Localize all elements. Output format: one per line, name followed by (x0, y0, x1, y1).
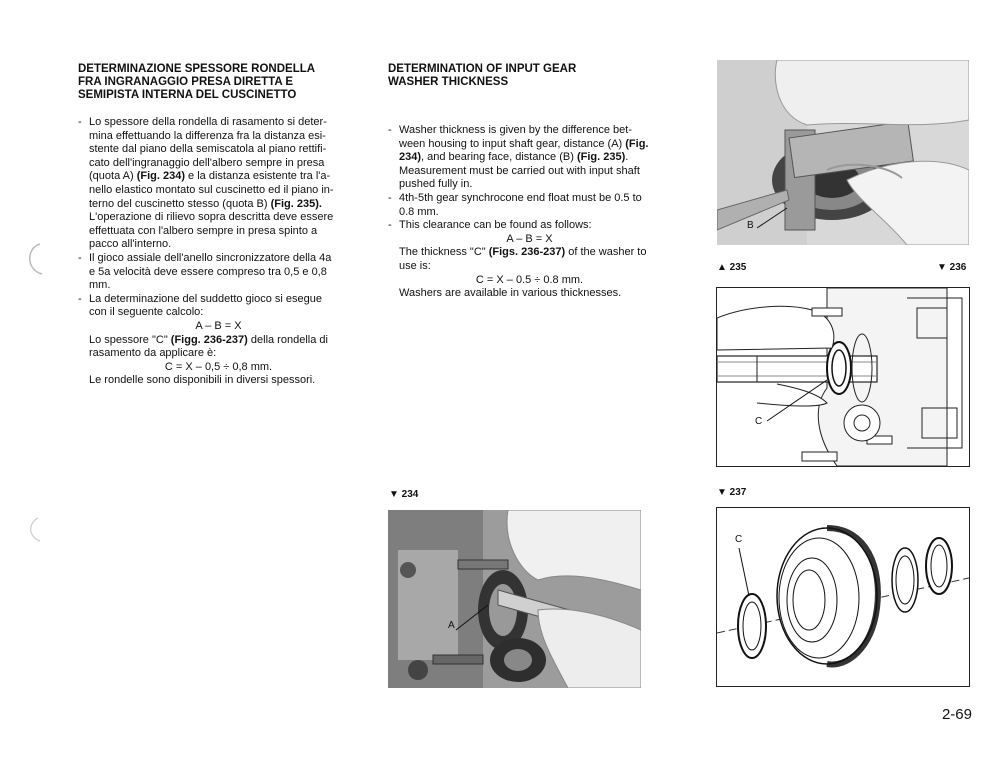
figure-237-caption: ▼ 237 (717, 487, 747, 498)
figure-234-photo (388, 510, 641, 688)
figure-234-caption: ▼ 234 (389, 489, 419, 500)
figure-236-caption: ▼ 236 (937, 262, 967, 273)
text-line (89, 198, 348, 212)
english-heading (388, 63, 660, 89)
text-line: Measurement must be carried out with input shaft (399, 164, 640, 177)
text-line: nello elastico montato sul cuscinetto ed il piano in- (89, 183, 334, 196)
text-line: - Washer thickness is given by the difference bet- (399, 124, 632, 136)
text-span: . (625, 151, 629, 164)
text-span: , and bearing face, distance (B) (421, 151, 577, 164)
english-column (388, 63, 660, 301)
english-heading-line: WASHER THICKNESS (388, 76, 509, 88)
text-line: pacco all'interno. (89, 238, 172, 251)
text-line (399, 246, 660, 260)
italian-heading-line: FRA INGRANAGGIO PRESA DIRETTA E (78, 76, 294, 88)
fig-ref-235: (Fig. 235) (576, 151, 626, 164)
text-line (399, 151, 660, 165)
text-line: rasamento da applicare è: (89, 347, 217, 360)
text-span: ween housing to input shaft gear, distance (A) (399, 137, 626, 150)
page-number: 2-69 (941, 706, 972, 723)
english-item-2 (388, 192, 660, 219)
label-c: C (735, 534, 743, 545)
label-b: B (747, 220, 754, 231)
italian-item-3 (78, 293, 348, 388)
label-a: A (448, 620, 455, 631)
formula-a-b-x: A – B = X (195, 319, 242, 332)
english-item-3 (388, 219, 660, 301)
gearbox-shaft-drawing (717, 288, 969, 466)
text-line: - 4th-5th gear synchrocone end float must be 0.5 to (399, 191, 642, 204)
text-line: mm. (89, 279, 111, 292)
text-line: - La determinazione del suddetto gioco si esegue (89, 292, 322, 305)
text-line: con il seguente calcolo: (89, 306, 204, 319)
text-line: - This clearance can be found as follows: (399, 219, 592, 232)
text-line: cato dell'ingranaggio dell'albero sempre in presa (89, 156, 325, 169)
text-line: stente dal piano della semiscatola al piano rettifi- (89, 143, 327, 156)
figure-235-photo (717, 60, 969, 245)
punch-hole-mark (18, 240, 48, 280)
english-list (388, 124, 660, 301)
italian-item-2 (78, 252, 348, 293)
fig-ref-234: (Fig. 234) (136, 170, 185, 183)
text-span: Lo spessore "C" (89, 333, 171, 346)
text-span: e la distanza esistente tra l'a- (185, 170, 331, 183)
text-line: Le rondelle sono disponibili in diversi spessori. (89, 374, 316, 387)
fig-ref-234-cont: 234) (399, 151, 422, 164)
text-line: - Il gioco assiale dell'anello sincronizzatore della 4a (89, 251, 332, 264)
fig-ref-235: (Fig. 235). (270, 197, 322, 210)
text-line: L'operazione di rilievo sopra descritta deve essere (89, 211, 334, 224)
italian-heading-line: DETERMINAZIONE SPESSORE RONDELLA (78, 63, 316, 75)
housing-measurement-photo (388, 510, 641, 688)
fig-ref-234: (Fig. (625, 137, 649, 150)
text-span: della rondella di (247, 333, 328, 346)
fig-ref-236-237: (Figs. 236-237) (488, 246, 566, 259)
text-span: The thickness "C" (399, 246, 489, 259)
formula-a-b-x: A – B = X (506, 232, 553, 245)
text-line: use is: (399, 259, 431, 272)
text-span: terno del cuscinetto stesso (quota B) (89, 197, 271, 210)
text-span: of the washer to (565, 246, 647, 259)
text-line: effettuata con l'albero sempre in presa spinto a (89, 224, 318, 237)
formula-c: C = X – 0.5 ÷ 0.8 mm. (475, 273, 584, 286)
italian-list (78, 116, 348, 388)
label-c: C (755, 416, 763, 427)
figure-237-drawing (716, 507, 970, 687)
formula-c: C = X – 0,5 ÷ 0,8 mm. (164, 360, 273, 373)
italian-heading (78, 63, 348, 102)
exploded-bearing-drawing (717, 508, 969, 686)
text-line: mina effettuando la differenza fra la distanza esi- (89, 129, 326, 142)
italian-heading-line: SEMIPISTA INTERNA DEL CUSCINETTO (78, 89, 297, 101)
text-line (89, 334, 348, 348)
text-line: 0.8 mm. (399, 205, 439, 218)
italian-item-1 (78, 116, 348, 252)
figure-235-caption: ▲ 235 (717, 262, 747, 273)
punch-hole-mark (20, 515, 46, 545)
caliper-measurement-photo (717, 60, 969, 245)
fig-ref-236-237: (Figg. 236-237) (170, 333, 248, 346)
english-heading-line: DETERMINATION OF INPUT GEAR (388, 63, 577, 75)
text-line: - Lo spessore della rondella di rasamento si deter- (89, 116, 327, 128)
text-line: Washers are available in various thicknesses. (399, 287, 622, 300)
text-span: (quota A) (89, 170, 137, 183)
text-line (89, 170, 348, 184)
text-line (399, 138, 660, 152)
italian-column (78, 63, 348, 388)
figure-236-drawing (716, 287, 970, 467)
text-line: e 5a velocità deve essere compreso tra 0,5 e 0,8 (89, 265, 327, 278)
english-item-1 (388, 124, 660, 192)
text-line: pushed fully in. (399, 178, 473, 191)
